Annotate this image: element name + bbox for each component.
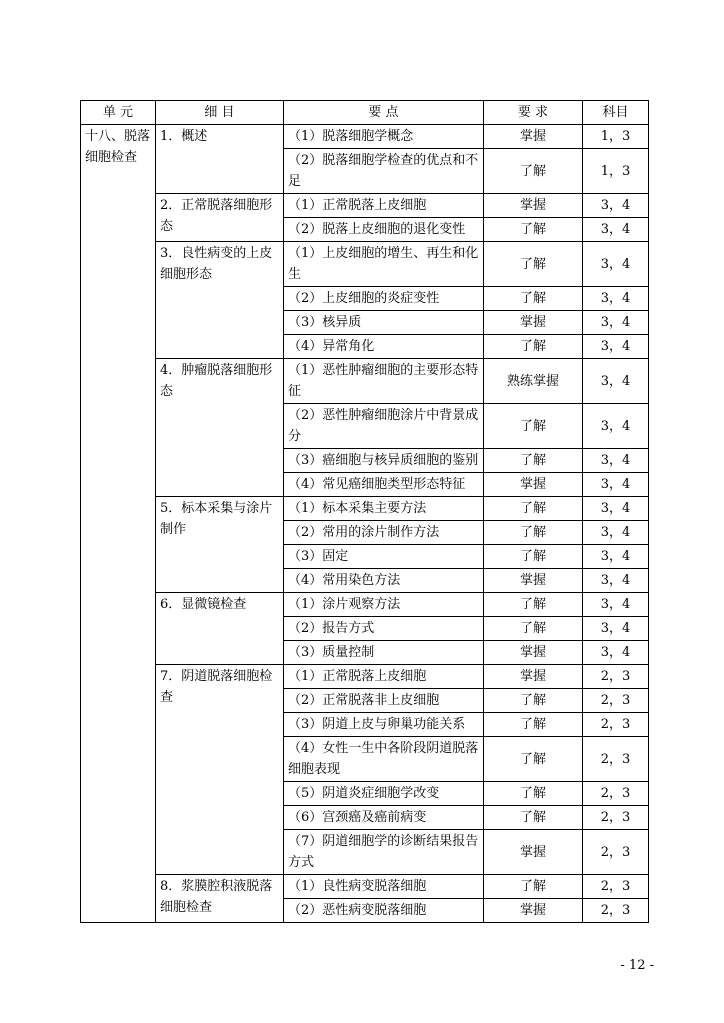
item-cell: 1．概述 — [156, 125, 284, 194]
requirement-cell: 掌握 — [484, 125, 583, 149]
item-cell: 6．显微镜检查 — [156, 593, 284, 665]
table-body — [81, 125, 649, 923]
requirement-cell: 了解 — [484, 689, 583, 713]
requirement-cell: 掌握 — [484, 311, 583, 335]
subject-cell: 2，3 — [583, 782, 649, 806]
point-cell: （3）癌细胞与核异质细胞的鉴别 — [284, 449, 484, 473]
header-requirement: 要 求 — [484, 101, 583, 125]
subject-cell: 1，3 — [583, 125, 649, 149]
point-cell: （3）核异质 — [284, 311, 484, 335]
requirement-cell: 了解 — [484, 521, 583, 545]
table-row — [81, 875, 649, 899]
point-cell: （5）阴道炎症细胞学改变 — [284, 782, 484, 806]
subject-cell: 2，3 — [583, 737, 649, 782]
point-cell: （2）上皮细胞的炎症变性 — [284, 287, 484, 311]
point-cell: （6）宫颈癌及癌前病变 — [284, 806, 484, 830]
point-cell: （1）正常脱落上皮细胞 — [284, 194, 484, 218]
requirement-cell: 了解 — [484, 737, 583, 782]
point-cell: （2）恶性肿瘤细胞涂片中背景成分 — [284, 404, 484, 449]
subject-cell: 3，4 — [583, 593, 649, 617]
page-number: - 12 - — [620, 958, 654, 973]
subject-cell: 3，4 — [583, 569, 649, 593]
requirement-cell: 掌握 — [484, 830, 583, 875]
point-cell: （2）报告方式 — [284, 617, 484, 641]
syllabus-table — [80, 100, 649, 923]
point-cell: （2）正常脱落非上皮细胞 — [284, 689, 484, 713]
requirement-cell: 了解 — [484, 545, 583, 569]
requirement-cell: 了解 — [484, 404, 583, 449]
requirement-cell: 了解 — [484, 875, 583, 899]
point-cell: （3）固定 — [284, 545, 484, 569]
requirement-cell: 了解 — [484, 449, 583, 473]
table-row — [81, 665, 649, 689]
subject-cell: 3，4 — [583, 404, 649, 449]
subject-cell: 3，4 — [583, 359, 649, 404]
point-cell: （2）脱落细胞学检查的优点和不足 — [284, 149, 484, 194]
point-cell: （7）阴道细胞学的诊断结果报告方式 — [284, 830, 484, 875]
table-row — [81, 593, 649, 617]
requirement-cell: 了解 — [484, 335, 583, 359]
subject-cell: 3，4 — [583, 449, 649, 473]
point-cell: （2）脱落上皮细胞的退化变性 — [284, 218, 484, 242]
point-cell: （2）恶性病变脱落细胞 — [284, 899, 484, 923]
subject-cell: 2，3 — [583, 830, 649, 875]
item-cell: 3．良性病变的上皮细胞形态 — [156, 242, 284, 359]
subject-cell: 3，4 — [583, 473, 649, 497]
point-cell: （2）常用的涂片制作方法 — [284, 521, 484, 545]
point-cell: （3）质量控制 — [284, 641, 484, 665]
subject-cell: 2，3 — [583, 875, 649, 899]
requirement-cell: 掌握 — [484, 194, 583, 218]
requirement-cell: 掌握 — [484, 641, 583, 665]
table-row — [81, 497, 649, 521]
point-cell: （1）正常脱落上皮细胞 — [284, 665, 484, 689]
point-cell: （1）上皮细胞的增生、再生和化生 — [284, 242, 484, 287]
requirement-cell: 了解 — [484, 806, 583, 830]
point-cell: （3）阴道上皮与卵巢功能关系 — [284, 713, 484, 737]
header-subject: 科目 — [583, 101, 649, 125]
requirement-cell: 了解 — [484, 287, 583, 311]
point-cell: （1）脱落细胞学概念 — [284, 125, 484, 149]
item-cell: 4．肿瘤脱落细胞形态 — [156, 359, 284, 497]
unit-cell: 十八、脱落细胞检查 — [81, 125, 156, 923]
subject-cell: 3，4 — [583, 194, 649, 218]
requirement-cell: 掌握 — [484, 665, 583, 689]
table-row — [81, 125, 649, 149]
subject-cell: 3，4 — [583, 287, 649, 311]
subject-cell: 2，3 — [583, 806, 649, 830]
point-cell: （4）女性一生中各阶段阴道脱落细胞表现 — [284, 737, 484, 782]
point-cell: （1）涂片观察方法 — [284, 593, 484, 617]
table-row — [81, 359, 649, 404]
subject-cell: 2，3 — [583, 665, 649, 689]
item-cell: 8．浆膜腔积液脱落细胞检查 — [156, 875, 284, 923]
point-cell: （4）常用染色方法 — [284, 569, 484, 593]
subject-cell: 3，4 — [583, 242, 649, 287]
table-header-row — [81, 101, 649, 125]
header-item: 细 目 — [156, 101, 284, 125]
item-cell: 7．阴道脱落细胞检查 — [156, 665, 284, 875]
item-cell: 2．正常脱落细胞形态 — [156, 194, 284, 242]
requirement-cell: 了解 — [484, 713, 583, 737]
requirement-cell: 了解 — [484, 497, 583, 521]
subject-cell: 3，4 — [583, 218, 649, 242]
item-cell: 5．标本采集与涂片制作 — [156, 497, 284, 593]
subject-cell: 2，3 — [583, 899, 649, 923]
requirement-cell: 掌握 — [484, 569, 583, 593]
header-unit: 单 元 — [81, 101, 156, 125]
subject-cell: 3，4 — [583, 311, 649, 335]
requirement-cell: 了解 — [484, 617, 583, 641]
subject-cell: 2，3 — [583, 689, 649, 713]
subject-cell: 3，4 — [583, 335, 649, 359]
subject-cell: 3，4 — [583, 617, 649, 641]
requirement-cell: 了解 — [484, 149, 583, 194]
requirement-cell: 了解 — [484, 218, 583, 242]
requirement-cell: 熟练掌握 — [484, 359, 583, 404]
point-cell: （1）标本采集主要方法 — [284, 497, 484, 521]
requirement-cell: 掌握 — [484, 899, 583, 923]
point-cell: （1）恶性肿瘤细胞的主要形态特征 — [284, 359, 484, 404]
header-point: 要 点 — [284, 101, 484, 125]
subject-cell: 3，4 — [583, 497, 649, 521]
point-cell: （4）异常角化 — [284, 335, 484, 359]
point-cell: （4）常见癌细胞类型形态特征 — [284, 473, 484, 497]
point-cell: （1）良性病变脱落细胞 — [284, 875, 484, 899]
subject-cell: 3，4 — [583, 545, 649, 569]
table-row — [81, 194, 649, 218]
subject-cell: 3，4 — [583, 521, 649, 545]
subject-cell: 3，4 — [583, 641, 649, 665]
subject-cell: 1，3 — [583, 149, 649, 194]
table-row — [81, 242, 649, 287]
subject-cell: 2，3 — [583, 713, 649, 737]
requirement-cell: 了解 — [484, 782, 583, 806]
requirement-cell: 掌握 — [484, 473, 583, 497]
requirement-cell: 了解 — [484, 593, 583, 617]
requirement-cell: 了解 — [484, 242, 583, 287]
